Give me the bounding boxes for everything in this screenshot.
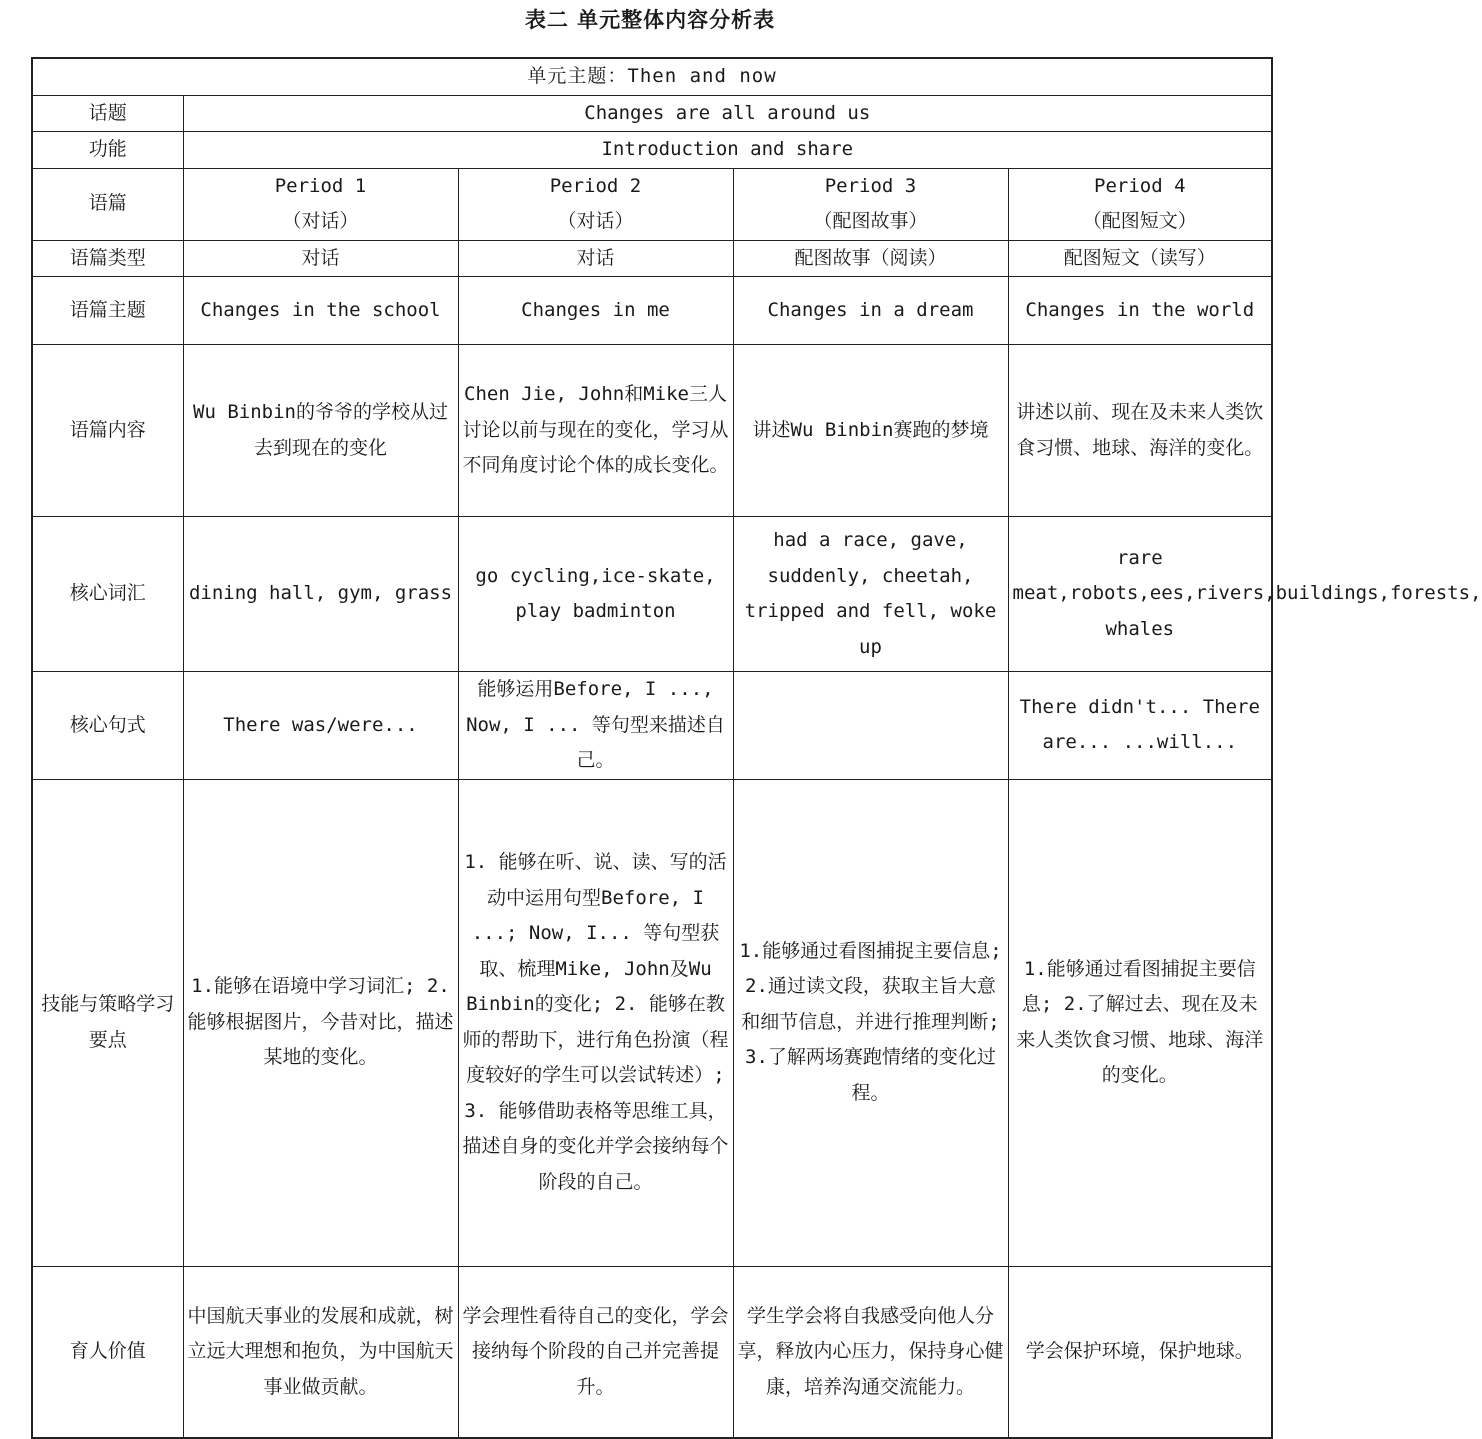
table-cell: 学生学会将自我感受向他人分享，释放内心压力，保持身心健康，培养沟通交流能力。 — [733, 1266, 1008, 1438]
topic-label: 话题 — [32, 95, 183, 132]
table-row-text — [32, 168, 1272, 240]
table-cell: rare meat,robots,ees,rivers,buildings,forests, whales — [1008, 517, 1272, 672]
table-cell: Wu Binbin的爷爷的学校从过去到现在的变化 — [183, 345, 458, 517]
unit-theme-cell: 单元主题：Then and now — [32, 58, 1272, 95]
core-vocab-label: 核心词汇 — [32, 517, 183, 672]
text-cell-period-4 — [1008, 168, 1272, 240]
period-name: Period 1 — [274, 174, 367, 197]
table-cell: 中国航天事业的发展和成就，树立远大理想和抱负，为中国航天事业做贡献。 — [183, 1266, 458, 1438]
period-name: Period 4 — [1094, 174, 1186, 197]
text-cell-period-2 — [458, 168, 733, 240]
table-cell: dining hall, gym, grass — [183, 517, 458, 672]
text-type-label: 语篇类型 — [32, 240, 183, 277]
table-cell: 1.能够通过看图捕捉主要信息; 2.通过读文段，获取主旨大意和细节信息，并进行推理判断; 3.了解两场赛跑情绪的变化过程。 — [733, 779, 1008, 1266]
table-cell: Changes in a dream — [733, 277, 1008, 345]
text-cell-period-1 — [183, 168, 458, 240]
values-label: 育人价值 — [32, 1266, 183, 1438]
period-name: Period 2 — [549, 174, 642, 197]
unit-analysis-table — [31, 57, 1482, 1439]
period-type: （对话） — [557, 210, 634, 232]
table-row-skills — [32, 779, 1272, 1266]
table-row-values — [32, 1266, 1272, 1438]
table-row-function — [32, 132, 1272, 169]
text-cell-period-3 — [733, 168, 1008, 240]
table-cell: 1.能够在语境中学习词汇; 2.能够根据图片，今昔对比，描述某地的变化。 — [183, 779, 458, 1266]
table-cell: 讲述Wu Binbin赛跑的梦境 — [733, 345, 1008, 517]
table-cell: 学会理性看待自己的变化，学会接纳每个阶段的自己并完善提升。 — [458, 1266, 733, 1438]
table-cell: 能够运用Before, I ..., Now, I ... 等句型来描述自己。 — [458, 672, 733, 780]
table-cell: Changes in the world — [1008, 277, 1272, 345]
table-cell: Changes in the school — [183, 277, 458, 345]
text-content-label: 语篇内容 — [32, 345, 183, 517]
function-value: Introduction and share — [183, 132, 1272, 169]
table-cell: 学会保护环境，保护地球。 — [1008, 1266, 1272, 1438]
table-row-core-vocab — [32, 517, 1272, 672]
text-label: 语篇 — [32, 168, 183, 240]
table-cell: 1.能够通过看图捕捉主要信息; 2.了解过去、现在及未来人类饮食习惯、地球、海洋的变化。 — [1008, 779, 1272, 1266]
table-cell: had a race, gave, suddenly, cheetah, tripped and fell, woke up — [733, 517, 1008, 672]
period-type: （对话） — [282, 210, 359, 232]
text-theme-label: 语篇主题 — [32, 277, 183, 345]
period-type: （配图故事） — [813, 210, 928, 232]
table-cell: 对话 — [183, 240, 458, 277]
period-name: Period 3 — [824, 174, 917, 197]
table-cell: 1. 能够在听、说、读、写的活动中运用句型Before, I ...; Now, I... 等句型获取、梳理Mike, John及Wu Binbin的变化; 2. 能够在教师的帮助下，进行角色扮演（程度较好的学生可以尝试转述）; 3. 能够借助表格等思维工具，描述自身的变化并学会接纳每个阶段的自己。 — [458, 779, 733, 1266]
table-cell: 配图短文（读写） — [1008, 240, 1272, 277]
table-row-unit-theme — [32, 58, 1272, 95]
table-cell: Chen Jie, John和Mike三人讨论以前与现在的变化，学习从不同角度讨论个体的成长变化。 — [458, 345, 733, 517]
skills-label: 技能与策略学习要点 — [32, 779, 183, 1266]
topic-value: Changes are all around us — [183, 95, 1272, 132]
table-cell: 配图故事（阅读） — [733, 240, 1008, 277]
table-cell: go cycling,ice-skate, play badminton — [458, 517, 733, 672]
table-cell: There was/were... — [183, 672, 458, 780]
table-row-text-content — [32, 345, 1272, 517]
table-row-text-theme — [32, 277, 1272, 345]
table-row-core-sentence — [32, 672, 1272, 780]
table-caption: 表二 单元整体内容分析表 — [524, 8, 776, 32]
core-sentence-label: 核心句式 — [32, 672, 183, 780]
table-cell: There didn't... There are... ...will... — [1008, 672, 1272, 780]
function-label: 功能 — [32, 132, 183, 169]
table-cell — [733, 672, 1008, 780]
table-row-topic — [32, 95, 1272, 132]
table-cell: 讲述以前、现在及未来人类饮食习惯、地球、海洋的变化。 — [1008, 345, 1272, 517]
table-cell: 对话 — [458, 240, 733, 277]
table-row-text-type — [32, 240, 1272, 277]
period-type: （配图短文） — [1082, 210, 1197, 232]
table-cell: Changes in me — [458, 277, 733, 345]
